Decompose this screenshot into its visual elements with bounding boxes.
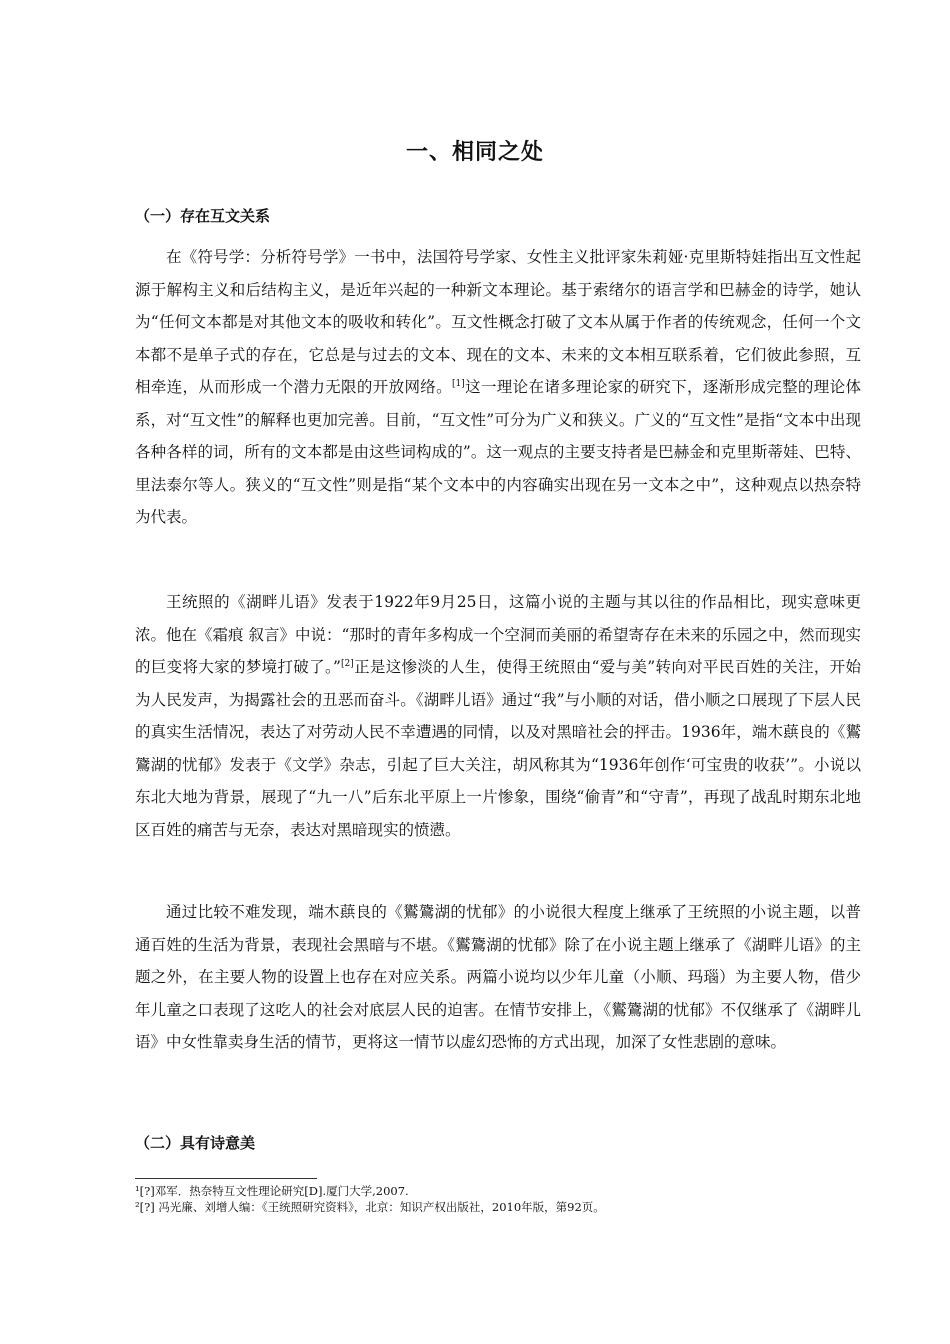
- paragraph-intertextuality-theory: [135, 241, 861, 534]
- footnotes: [135, 1183, 875, 1215]
- footnote-1: ¹[?]邓军．热奈特互文性理论研究[D].厦门大学,2007.: [135, 1184, 409, 1198]
- paragraph-text: 王统照的《湖畔儿语》发表于1922年9月25日，这篇小说的主题与其以往的作品相比，现实意味更浓。他在《霜痕 叙言》中说：“那时的青年多构成一个空洞而美丽的希望寄存在未来的乐园之中，然而现实的巨变将大家的梦境打破了。”: [135, 593, 861, 676]
- chapter-title: 一、相同之处: [405, 140, 544, 165]
- paragraph-text: 正是这惨淡的人生，使得王统照由“爱与美”转向对平民百姓的关注，开始为人民发声，为揭露社会的丑恶而奋斗。《湖畔儿语》通过“我”与小顺的对话，借小顺之口展现了下层人民的真实生活情况，表达了对劳动人民不幸遭遇的同情，以及对黑暗社会的抨击。1936年，端木蕻良的《鸑鷟湖的忧郁》发表于《文学》杂志，引起了巨大关注，胡风称其为“1936年创作‘可宝贵的收获’”。小说以东北大地为背景，展现了“九一八”后东北平原上一片惨象，围绕“偷青”和“守青”，再现了战乱时期东北地区百姓的痛苦与无奈，表达对黑暗现实的愤懑。: [135, 658, 861, 839]
- paragraph-comparison: 通过比较不难发现，端木蕻良的《鸑鷟湖的忧郁》的小说很大程度上继承了王统照的小说主题，以普通百姓的生活为背景，表现社会黑暗与不堪。《鸑鷟湖的忧郁》除了在小说主题上继承了《湖畔儿语》的主题之外，在主要人物的设置上也存在对应关系。两篇小说均以少年儿童（小顺、玛瑙）为主要人物，借少年儿童之口表现了这吃人的社会对底层人民的迫害。在情节安排上，《鸑鷟湖的忧郁》不仅继承了《湖畔儿语》中女性靠卖身生活的情节，更将这一情节以虚幻恐怖的方式出现，加深了女性悲剧的意味。: [135, 903, 861, 1051]
- section-heading-poetic-beauty: （二）具有诗意美: [135, 1134, 256, 1152]
- paragraph-wang-tongzhao: [135, 586, 861, 846]
- footnote-2: ²[?] 冯光廉、刘增人编：《王统照研究资料》，北京：知识产权出版社，2010年版，第92页。: [135, 1200, 605, 1214]
- paragraph-text: 这一理论在诸多理论家的研究下，逐渐形成完整的理论体系，对“互文性”的解释也更加完善。目前，“互文性”可分为广义和狭义。广义的“互文性”是指“文本中出现各种各样的词，所有的文本都是由这些词构成的”。这一观点的主要支持者是巴赫金和克里斯蒂娃、巴特、里法泰尔等人。狭义的“互文性”则是指“某个文本中的内容确实出现在另一文本之中”，这种观点以热奈特为代表。: [135, 378, 861, 526]
- footnote-ref-2[interactable]: [2]: [340, 659, 354, 669]
- paragraph-text: 在《符号学：分析符号学》一书中，法国符号学家、女性主义批评家朱莉娅·克里斯特娃指出互文性起源于解构主义和后结构主义，是近年兴起的一种新文本理论。基于索绪尔的语言学和巴赫金的诗学，她认为“任何文本都是对其他文本的吸收和转化”。互文性概念打破了文本从属于作者的传统观念，任何一个文本都不是单子式的存在，它总是与过去的文本、现在的文本、未来的文本相互联系着，它们彼此参照，互相牵连，从而形成一个潜力无限的开放网络。: [135, 248, 861, 396]
- section-heading-intertextuality: （一）存在互文关系: [135, 207, 271, 225]
- footnote-ref-1[interactable]: [1]: [452, 379, 465, 389]
- footnote-divider: [135, 1178, 317, 1179]
